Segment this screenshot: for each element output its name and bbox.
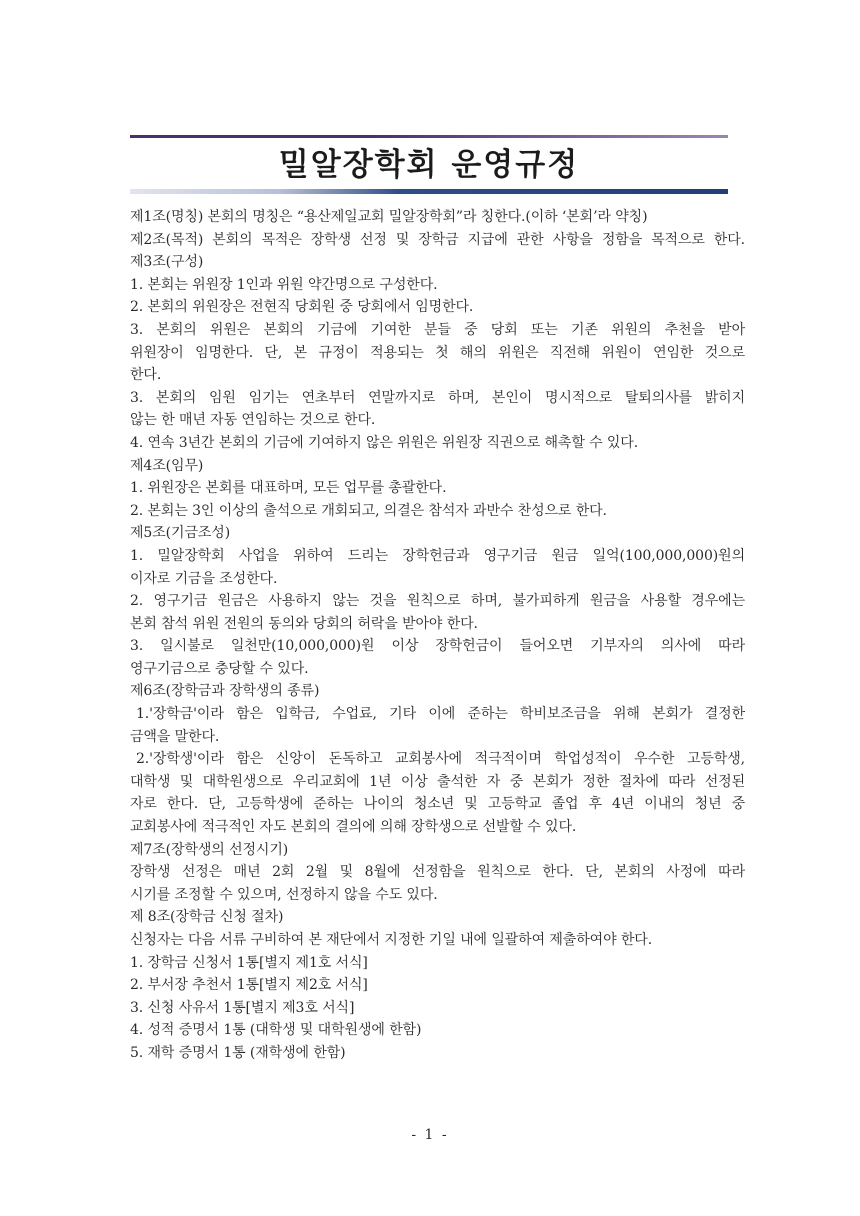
article-8-item: 2. 부서장 추천서 1통[별지 제2호 서식] — [130, 977, 368, 994]
article-5-item-cont: 본회 참석 위원 전원의 동의와 당회의 허락을 받아야 한다. — [130, 615, 478, 632]
document-body — [130, 206, 745, 1065]
article-3-item: 2. 본회의 위원장은 전현직 당회원 중 당회에서 임명한다. — [130, 299, 474, 316]
article-8-item: 4. 성적 증명서 1통 (대학생 및 대학원생에 한함) — [130, 1022, 422, 1039]
article-5-heading: 제5조(기금조성) — [130, 525, 231, 542]
article-6-item-cont: 자로 한다. 단, 고등학생에 준하는 나이의 청소년 및 고등학교 졸업 후 4년 이내의 청년 중 — [130, 796, 745, 813]
article-2: 제2조(목적) 본회의 목적은 장학생 선정 및 장학금 지급에 관한 사항을 정함을 목적으로 한다. — [130, 231, 745, 248]
article-6-item-cont: 대학생 및 대학원생으로 우리교회에 1년 이상 출석한 자 중 본회가 정한 절차에 따라 선정된 — [130, 773, 745, 790]
article-7-heading: 제7조(장학생의 선정시기) — [130, 841, 289, 858]
article-4-item: 2. 본회는 3인 이상의 출석으로 개회되고, 의결은 참석자 과반수 찬성으로 한다. — [130, 502, 607, 519]
article-1: 제1조(명칭) 본회의 명칭은 “용산제일교회 밀알장학회”라 칭한다.(이하 ‘본회’라 약칭) — [130, 209, 648, 225]
article-6-item: 2.'장학생'이라 함은 신앙이 돈독하고 교회봉사에 적극적이며 학업성적이 우수한 고등학생, — [136, 751, 745, 768]
article-3-item: 3. 본회의 임원 임기는 연초부터 연말까지로 하며, 본인이 명시적으로 탈퇴의사를 밝히지 — [130, 389, 745, 406]
article-5-item-cont: 이자로 기금을 조성한다. — [130, 570, 278, 587]
article-3-item-cont: 않는 한 매년 자동 연임하는 것으로 한다. — [130, 412, 376, 429]
article-8-item: 1. 장학금 신청서 1통[별지 제1호 서식] — [130, 954, 368, 971]
article-8-item: 5. 재학 증명서 1통 (재학생에 한함) — [130, 1044, 346, 1061]
title-bottom-rule — [130, 189, 728, 194]
article-5-item: 3. 일시불로 일천만(10,000,000)원 이상 장학헌금이 들어오면 기부자의 의사에 따라 — [130, 638, 745, 655]
article-5-item: 2. 영구기금 원금은 사용하지 않는 것을 원칙으로 하며, 불가피하게 원금을 사용할 경우에는 — [130, 593, 745, 610]
article-8-text: 신청자는 다음 서류 구비하여 본 재단에서 지정한 기일 내에 일괄하여 제출하여야 한다. — [130, 932, 653, 948]
article-8-item: 3. 신청 사유서 1통[별지 제3호 서식] — [130, 999, 355, 1016]
document-title: 밀알장학회 운영규정 — [278, 147, 580, 183]
article-3-item-cont: 한다. — [130, 367, 162, 384]
article-8-heading: 제 8조(장학금 신청 절차) — [130, 909, 284, 926]
article-7-text-cont: 시기를 조정할 수 있으며, 선정하지 않을 수도 있다. — [130, 886, 438, 903]
page-number: - 1 - — [411, 1127, 449, 1143]
article-3-item: 3. 본회의 위원은 본회의 기금에 기여한 분들 중 당회 또는 기존 위원의 추천을 받아 — [130, 321, 745, 338]
article-5-item-cont: 영구기금으로 충당할 수 있다. — [130, 660, 309, 677]
article-3-item: 1. 본회는 위원장 1인과 위원 약간명으로 구성한다. — [130, 276, 438, 293]
article-4-heading: 제4조(임무) — [130, 457, 204, 474]
article-5-item: 1. 밀알장학회 사업을 위하여 드리는 장학헌금과 영구기금 원금 일억(100,000,000)원의 — [130, 547, 745, 564]
article-6-item-cont: 교회봉사에 적극적인 자도 본회의 결의에 의해 장학생으로 선발할 수 있다. — [130, 819, 577, 836]
article-6-heading: 제6조(장학금과 장학생의 종류) — [130, 683, 320, 700]
article-3-item: 4. 연속 3년간 본회의 기금에 기여하지 않은 위원은 위원장 직권으로 해촉할 수 있다. — [130, 434, 639, 451]
article-6-item: 1.'장학금'이라 함은 입학금, 수업료, 기타 이에 준하는 학비보조금을 위해 본회가 결정한 — [136, 706, 745, 723]
article-4-item: 1. 위원장은 본회를 대표하며, 모든 업무를 총괄한다. — [130, 480, 447, 497]
article-7-text: 장학생 선정은 매년 2회 2월 및 8월에 선정함을 원칙으로 한다. 단, 본회의 사정에 따라 — [130, 864, 745, 881]
article-6-item-cont: 금액을 말한다. — [130, 728, 220, 745]
title-top-rule — [130, 135, 728, 138]
article-3-heading: 제3조(구성) — [130, 254, 204, 271]
article-3-item-cont: 위원장이 임명한다. 단, 본 규정이 적용되는 첫 해의 위원은 직전해 위원이 연임한 것으로 — [130, 344, 745, 361]
